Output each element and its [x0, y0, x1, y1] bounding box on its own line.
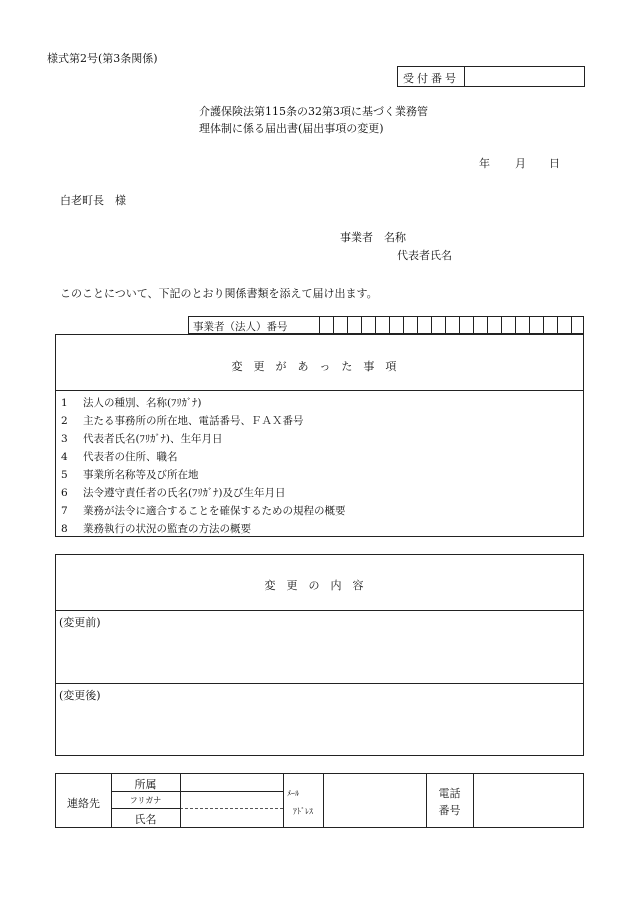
list-item[interactable]: 6 法令遵守責任者の氏名(ﾌﾘｶﾞﾅ)及び生年月日: [61, 487, 286, 499]
name-field[interactable]: [181, 809, 282, 827]
dept-label: 所属: [134, 778, 157, 791]
list-item[interactable]: 8 業務執行の状況の監査の方法の概要: [61, 523, 251, 535]
phone-label-1: 電話: [438, 787, 461, 800]
contact-label: 連絡先: [67, 797, 100, 810]
changed-items-table: [55, 334, 584, 537]
furigana-field[interactable]: [181, 792, 282, 807]
receipt-number-field[interactable]: [464, 67, 465, 86]
changed-items-header: 変更があった事項: [231, 360, 408, 373]
form-number: 様式第2号(第3条関係): [47, 52, 158, 65]
date-day: 日: [549, 157, 560, 170]
change-content-table: [55, 554, 584, 756]
applicant-rep-label: 代表者氏名: [397, 249, 452, 262]
dept-field[interactable]: [181, 775, 282, 790]
list-item[interactable]: 5 事業所名称等及び所在地: [61, 469, 199, 481]
furigana-label: フリガナ: [129, 796, 162, 805]
mail-label-1: ﾒｰﾙ: [287, 789, 299, 798]
list-item[interactable]: 7 業務が法令に適合することを確保するための規程の概要: [61, 505, 346, 517]
date-month: 月: [515, 157, 526, 170]
business-number-row: [188, 316, 584, 334]
before-field[interactable]: [57, 627, 582, 682]
mail-address-field[interactable]: [324, 775, 425, 827]
after-field[interactable]: [57, 700, 582, 755]
list-item[interactable]: 2 主たる事務所の所在地、電話番号、ＦＡＸ番号: [61, 415, 304, 427]
receipt-number-label: 受付番号: [403, 72, 459, 85]
applicant-label: 事業者: [340, 231, 373, 244]
receipt-number-box: [397, 66, 585, 87]
title-line-2: 理体制に係る届出書(届出事項の変更): [199, 122, 384, 135]
list-item[interactable]: 4 代表者の住所、職名: [61, 451, 178, 463]
after-label: (変更後): [59, 689, 101, 702]
phone-label-2: 番号: [438, 804, 461, 817]
addressee: 白老町長 様: [60, 194, 126, 207]
before-label: (変更前): [59, 616, 101, 629]
list-item[interactable]: 3 代表者氏名(ﾌﾘｶﾞﾅ)、生年月日: [61, 433, 223, 445]
applicant-name-label: 名称: [384, 231, 406, 244]
list-item[interactable]: 1 法人の種別、名称(ﾌﾘｶﾞﾅ): [61, 397, 202, 409]
intro-text: このことについて、下記のとおり関係書類を添えて届け出ます。: [60, 287, 378, 300]
date-year: 年: [479, 157, 490, 170]
business-number-label: 事業者（法人）番号: [193, 321, 288, 333]
mail-label-2: ｱﾄﾞﾚｽ: [293, 807, 313, 816]
name-label: 氏名: [134, 813, 157, 826]
contact-table: [55, 773, 584, 828]
phone-number-field[interactable]: [474, 775, 583, 827]
title-line-1: 介護保険法第115条の32第3項に基づく業務管: [199, 105, 428, 118]
change-content-header: 変更の内容: [264, 579, 375, 592]
